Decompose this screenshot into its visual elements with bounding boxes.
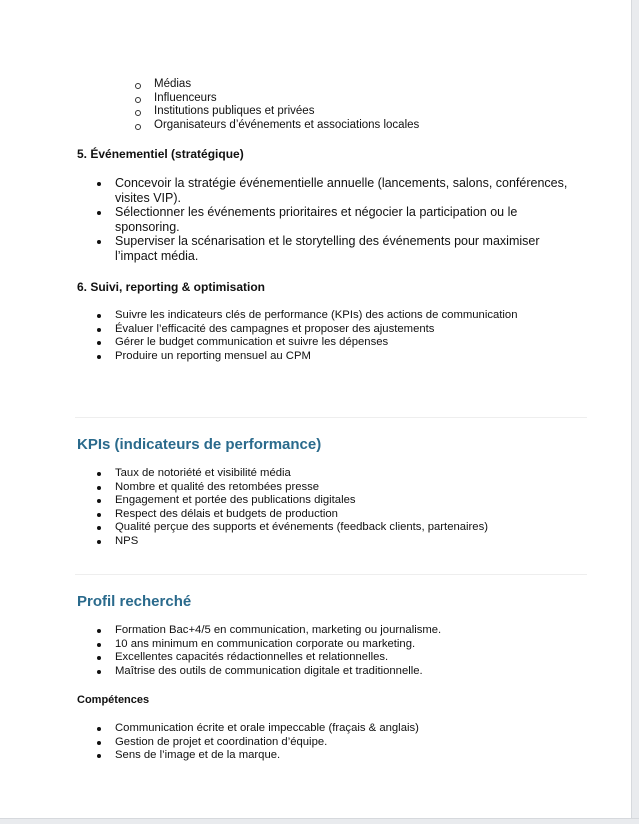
list-item: Formation Bac+4/5 en communication, marketing ou journalisme. <box>96 624 441 638</box>
profil-list <box>96 624 441 678</box>
competences-heading: Compétences <box>77 694 150 706</box>
list-item <box>96 234 567 263</box>
list-item <box>96 205 567 234</box>
section6-heading: 6. Suivi, reporting & optimisation <box>77 280 266 294</box>
list-item: Taux de notoriété et visibilité média <box>96 467 488 481</box>
competences-list <box>96 722 419 763</box>
list-item <box>96 176 567 205</box>
list-item: Gestion de projet et coordination d’équipe. <box>96 736 419 750</box>
list-item: Communication écrite et orale impeccable (fraçais & anglais) <box>96 722 419 736</box>
list-item: Maîtrise des outils de communication digitale et traditionnelle. <box>96 665 441 679</box>
list-item-line: visites VIP). <box>115 190 181 205</box>
list-item: Nombre et qualité des retombées presse <box>96 481 488 495</box>
section6-list <box>96 309 517 363</box>
section5-heading: 5. Événementiel (stratégique) <box>77 147 244 161</box>
list-item: Évaluer l’efficacité des campagnes et proposer des ajustements <box>96 323 517 337</box>
kpis-heading: KPIs (indicateurs de performance) <box>77 436 322 453</box>
list-item-line: Sélectionner les événements prioritaires et négocier la participation ou le <box>115 205 518 220</box>
list-item: Gérer le budget communication et suivre les dépenses <box>96 336 517 350</box>
list-item: Influenceurs <box>135 92 419 106</box>
list-item: Produire un reporting mensuel au CPM <box>96 350 517 364</box>
list-item-line: sponsoring. <box>115 219 180 234</box>
list-item: 10 ans minimum en communication corporate ou marketing. <box>96 638 441 652</box>
list-item-line: Concevoir la stratégie événementielle annuelle (lancements, salons, conférences, <box>115 176 568 190</box>
list-item: Institutions publiques et privées <box>135 105 419 119</box>
section-divider <box>75 417 587 418</box>
list-item: Respect des délais et budgets de production <box>96 508 488 522</box>
list-item: Qualité perçue des supports et événements (feedback clients, partenaires) <box>96 521 488 535</box>
list-item-line: Superviser la scénarisation et le storytelling des événements pour maximiser <box>115 234 540 249</box>
kpis-list <box>96 467 488 549</box>
section5-list <box>96 176 567 264</box>
list-item: Organisateurs d’événements et associations locales <box>135 119 419 133</box>
viewer-bottom-edge <box>0 818 639 824</box>
stakeholder-list <box>135 78 419 132</box>
list-item: Sens de l’image et de la marque. <box>96 749 419 763</box>
list-item: Suivre les indicateurs clés de performance (KPIs) des actions de communication <box>96 309 517 323</box>
profil-heading: Profil recherché <box>77 593 192 610</box>
list-item: Médias <box>135 78 419 92</box>
section-divider <box>75 574 587 575</box>
list-item: NPS <box>96 535 488 549</box>
list-item: Excellentes capacités rédactionnelles et relationnelles. <box>96 651 441 665</box>
viewer-scroll-edge <box>631 0 639 823</box>
list-item-line: l’impact média. <box>115 248 199 263</box>
list-item: Engagement et portée des publications digitales <box>96 494 488 508</box>
